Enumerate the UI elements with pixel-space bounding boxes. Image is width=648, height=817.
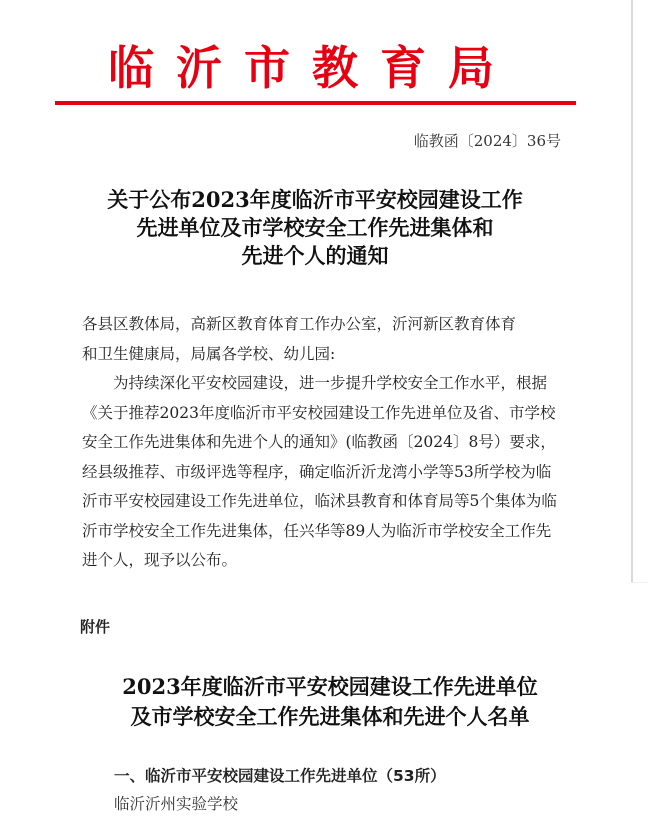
attachment-title-line-2: 及市学校安全工作先进集体和先进个人名单 xyxy=(130,704,530,729)
attachment-label: 附件 xyxy=(80,618,111,636)
attachment-title-line-1: 2023年度临沂市平安校园建设工作先进单位 xyxy=(122,674,538,699)
notice-title-line-3: 先进个人的通知 xyxy=(241,243,389,268)
document-number: 临教函〔2024〕36号 xyxy=(413,132,561,150)
salutation-line-2: 和卫生健康局，局属各学校、幼儿园: xyxy=(82,344,336,363)
attachment-title xyxy=(70,672,590,732)
notice-body xyxy=(82,310,562,576)
list-item: 临沂沂州实验学校 xyxy=(114,795,239,813)
letterhead-org-name: 临沂市教育局 xyxy=(108,41,516,95)
salutation-line-1: 各县区教体局，高新区教育体育工作办公室，沂河新区教育体育 xyxy=(82,315,517,333)
notice-title xyxy=(60,186,570,270)
section-1-heading: 一、临沂市平安校园建设工作先进单位（53所） xyxy=(114,767,446,785)
body-paragraph: 为持续深化平安校园建设，进一步提升学校安全工作水平，根据《关于推荐2023年度临沂市平安校园建设工作先进单位及省、市学校安全工作先进集体和先进个人的通知》(临教函〔2024〕8号）要求，经县级推荐、市级评选等程序，确定临沂沂龙湾小学等53所学校为临沂市平安校园建设工作先进单位，临沭县教育和体育局等5个集体为临沂市学校安全工作先进集体，任兴华等89人为临沂市学校安全工作先进个人，现予以公布。 xyxy=(82,374,557,569)
letterhead-red-rule xyxy=(55,101,576,105)
notice-title-line-2: 先进单位及市学校安全工作先进集体和 xyxy=(136,215,494,240)
notice-title-line-1: 关于公布2023年度临沂市平安校园建设工作 xyxy=(107,187,523,212)
